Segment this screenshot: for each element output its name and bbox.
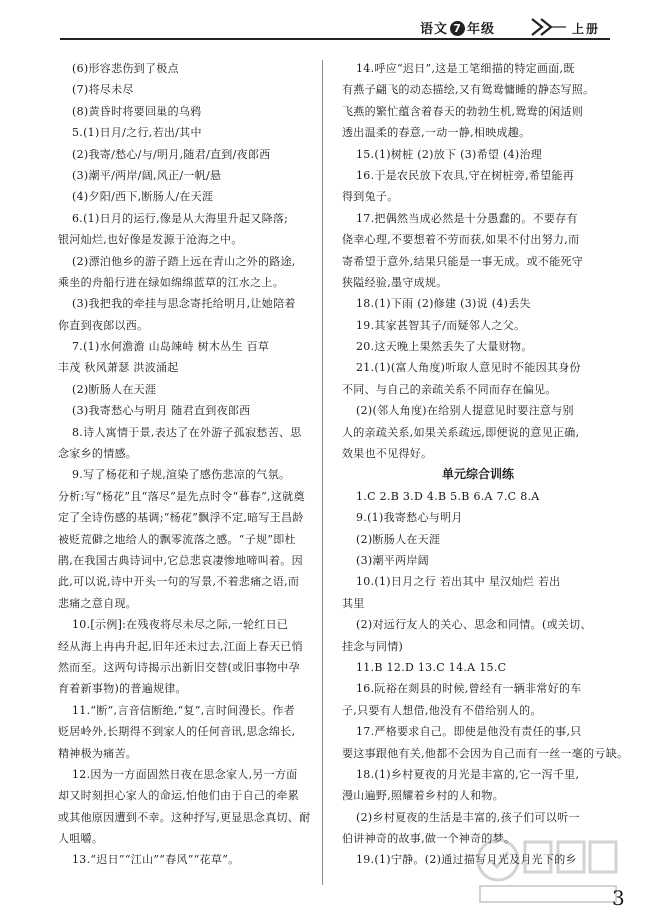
answer-line: 11.“断”,言音信断绝,“复”,言时间漫长。作者 xyxy=(72,703,295,717)
answer-line: 却又时刻担心家人的命运,怕他们由于自己的牵累 xyxy=(58,789,300,803)
answer-line: 其里 xyxy=(342,596,365,610)
answer-line: 漫山遍野,照耀着乡村的人和物。 xyxy=(342,789,504,803)
answer-line: 得到兔子。 xyxy=(342,190,399,204)
answer-line: 21.(1)(富人角度)听取人意见时不能因其身份 xyxy=(356,361,581,375)
answer-line: 你直到夜郎以西。 xyxy=(58,318,149,332)
answer-line: (3)潮平/两岸/阔,风正/一帆/悬 xyxy=(72,168,222,182)
answer-line: 飞燕的繁忙蕴含着春天的勃勃生机,鸳鸯的闲适则 xyxy=(342,104,584,118)
answer-line: 挂念与同情) xyxy=(342,639,404,653)
answer-line: 伯讲神奇的故事,做一个神奇的梦。 xyxy=(342,832,516,846)
answer-line: (4)夕阳/西下,断肠人/在天涯 xyxy=(72,190,214,204)
answer-line: 18.(1)乡村夏夜的月光是丰富的,它一泻千里, xyxy=(356,767,580,781)
answer-line: (7)将尽未尽 xyxy=(72,83,134,97)
answer-line: (3)我寄愁心与明月 随君直到夜郎西 xyxy=(72,404,251,418)
answer-line: 10.(1)日月之行 若出其中 星汉灿烂 若出 xyxy=(356,575,561,589)
answer-line: 20.这天晚上果然丢失了大量财物。 xyxy=(356,340,533,354)
answer-line: 定了全诗伤感的基调;“杨花”飘浮不定,暗写王昌龄 xyxy=(58,511,304,525)
answer-line: 不同、与自己的亲疏关系不同而存在偏见。 xyxy=(342,382,557,396)
answer-line: 5.(1)日月/之行,若出/其中 xyxy=(72,126,202,140)
answer-line: (2)我寄/愁心/与/明月,随君/直到/夜郎西 xyxy=(72,147,271,161)
answer-line: 精神极为痛苦。 xyxy=(58,746,138,760)
answer-line: 银河灿烂,也好像是发源于沧海之中。 xyxy=(58,233,243,247)
answer-line: 透出温柔的春意,一动一静,相映成趣。 xyxy=(342,126,531,140)
answer-line: 9.写了杨花和子规,渲染了感伤悲凉的气氛。 xyxy=(72,468,291,482)
volume-label: 上册 xyxy=(572,22,601,36)
grade-suffix: 年级 xyxy=(467,22,496,37)
answer-line: 经从海上冉冉升起,旧年还未过去,江面上春天已悄 xyxy=(58,639,303,653)
answer-line: 寄希望于意外,结果只能是一事无成。或不能死守 xyxy=(342,254,584,268)
answer-line: (8)黄昏时将要回巢的乌鸦 xyxy=(72,104,202,118)
answer-line: 9.(1)我寄愁心与明月 xyxy=(356,511,463,525)
answer-line: 侥幸心理,不要想着不劳而获,如果不付出努力,而 xyxy=(342,233,580,247)
answer-line: 15.(1)树桩 (2)放下 (3)希望 (4)治理 xyxy=(356,147,543,161)
answer-line: (3)我把我的牵挂与思念寄托给明月,让她陪着 xyxy=(72,297,296,311)
answer-line: 念家乡的情感。 xyxy=(58,447,138,461)
answer-line: 鹃,在我国古典诗词中,它总悲哀凄惨地啼叫着。因 xyxy=(58,553,303,567)
section-title: 单元综合训练 xyxy=(441,467,514,482)
answer-line: (2)对远行友人的关心、思念和同情。(或关切、 xyxy=(356,618,592,632)
answer-line: 丰茂 秋风萧瑟 洪波涌起 xyxy=(58,361,179,375)
answer-line: 此,可以说,诗中开头一句的写景,不着悲痛之语,而 xyxy=(58,575,300,589)
answer-line: (6)形容悲伤到了极点 xyxy=(72,62,179,75)
page-number: 3 xyxy=(612,886,625,910)
answer-line: 17.把偶然当成必然是十分愚蠢的。不要存有 xyxy=(356,211,578,225)
header-rule xyxy=(60,38,610,40)
answer-line: 6.(1)日月的运行,像是从大海里升起又降落; xyxy=(72,211,289,225)
answer-line: 贬居岭外,长期得不到家人的任何音讯,思念绵长, xyxy=(58,725,296,739)
answer-line: 1.C 2.B 3.D 4.B 5.B 6.A 7.C 8.A xyxy=(356,489,540,503)
answer-line: 19.其家甚智其子/而疑邻人之父。 xyxy=(356,318,526,332)
answer-line: (3)潮平两岸阔 xyxy=(356,553,429,567)
answer-line: 16.于是农民放下农具,守在树桩旁,希望能再 xyxy=(356,168,575,182)
page-header xyxy=(0,0,650,44)
answer-line: (2)(邻人角度)在给别人提意见时要注意与别 xyxy=(356,404,574,418)
answer-line: 人咀嚼。 xyxy=(58,832,104,846)
answer-line: 分析:写“杨花”且“落尽”是先点时令“暮春”,这就奠 xyxy=(58,489,305,503)
answer-line: 然而至。这两句诗揭示出新旧交替(或旧事物中孕 xyxy=(58,660,300,674)
watermark-logo xyxy=(470,830,620,910)
answer-line: 被贬荒僻之地给人的飘零流落之感。“子规”即杜 xyxy=(58,532,296,546)
answer-line: (2)断肠人在天涯 xyxy=(356,532,441,546)
answer-line: 效果也不见得好。 xyxy=(342,447,433,461)
answer-line: 7.(1)水何澹澹 山岛竦峙 树木丛生 百草 xyxy=(72,340,270,354)
answer-line: 乘坐的舟船行进在绿如绵绵蓝草的江水之上。 xyxy=(58,275,284,289)
answer-line: 17.严格要求自己。即使是他没有责任的事,只 xyxy=(356,725,582,739)
answer-line: 人的亲疏关系,如果关系疏远,即便说的意见正确, xyxy=(342,425,580,439)
answer-line: (2)乡村夏夜的生活是丰富的,孩子们可以听一 xyxy=(356,810,580,824)
answer-line: 19.(1)宁静。(2)通过描写月光及月光下的乡 xyxy=(356,853,577,867)
answer-line: 12.因为一方面固然日夜在思念家人,另一方面 xyxy=(72,767,298,781)
answer-line: 10.[示例]:在残夜将尽未尽之际,一轮红日已 xyxy=(72,618,289,632)
left-answer-column xyxy=(58,58,330,871)
answer-line: 狭隘经验,墨守成规。 xyxy=(342,275,448,289)
answer-line: 13.“迟日”“江山”“春风”“花草”。 xyxy=(72,853,240,867)
subject-label: 语文 xyxy=(420,22,449,37)
answer-line: 有燕子翩飞的动态描绘,又有鸳鸯慵睡的静态写照。 xyxy=(342,83,595,97)
answer-line: 14.呼应“迟日”,这是工笔细描的特定画面,既 xyxy=(356,62,575,75)
subject-grade-label xyxy=(420,18,495,37)
answer-line: 子,只要有人想借,他没有不借给别人的。 xyxy=(342,703,542,717)
answer-line: (2)断肠人在天涯 xyxy=(72,382,157,396)
answer-line: 11.B 12.D 13.C 14.A 15.C xyxy=(356,660,507,674)
answer-line: 18.(1)下雨 (2)修建 (3)说 (4)丢失 xyxy=(356,297,531,311)
right-answer-column xyxy=(342,58,629,871)
column-divider xyxy=(322,60,323,885)
answer-line: (2)漂泊他乡的游子踏上远在青山之外的路途, xyxy=(72,254,296,268)
answer-line: 要这事跟他有关,他都不会因为自己而有一丝一毫的亏缺。 xyxy=(342,746,629,760)
answer-line: 或其他原因遭到不幸。这种抒写,更显思念真切、耐 xyxy=(58,810,311,824)
double-chevron-icon xyxy=(530,17,566,37)
grade-number-badge: 7 xyxy=(450,21,465,36)
answer-line: 16.阮裕在剡县的时候,曾经有一辆非常好的车 xyxy=(356,682,582,696)
answer-line: 8.诗人寓情于景,表达了在外游子孤寂愁苦、思 xyxy=(72,425,302,439)
answer-line: 育着新事物)的普遍规律。 xyxy=(58,682,187,696)
answer-line: 悲痛之意自现。 xyxy=(58,596,138,610)
